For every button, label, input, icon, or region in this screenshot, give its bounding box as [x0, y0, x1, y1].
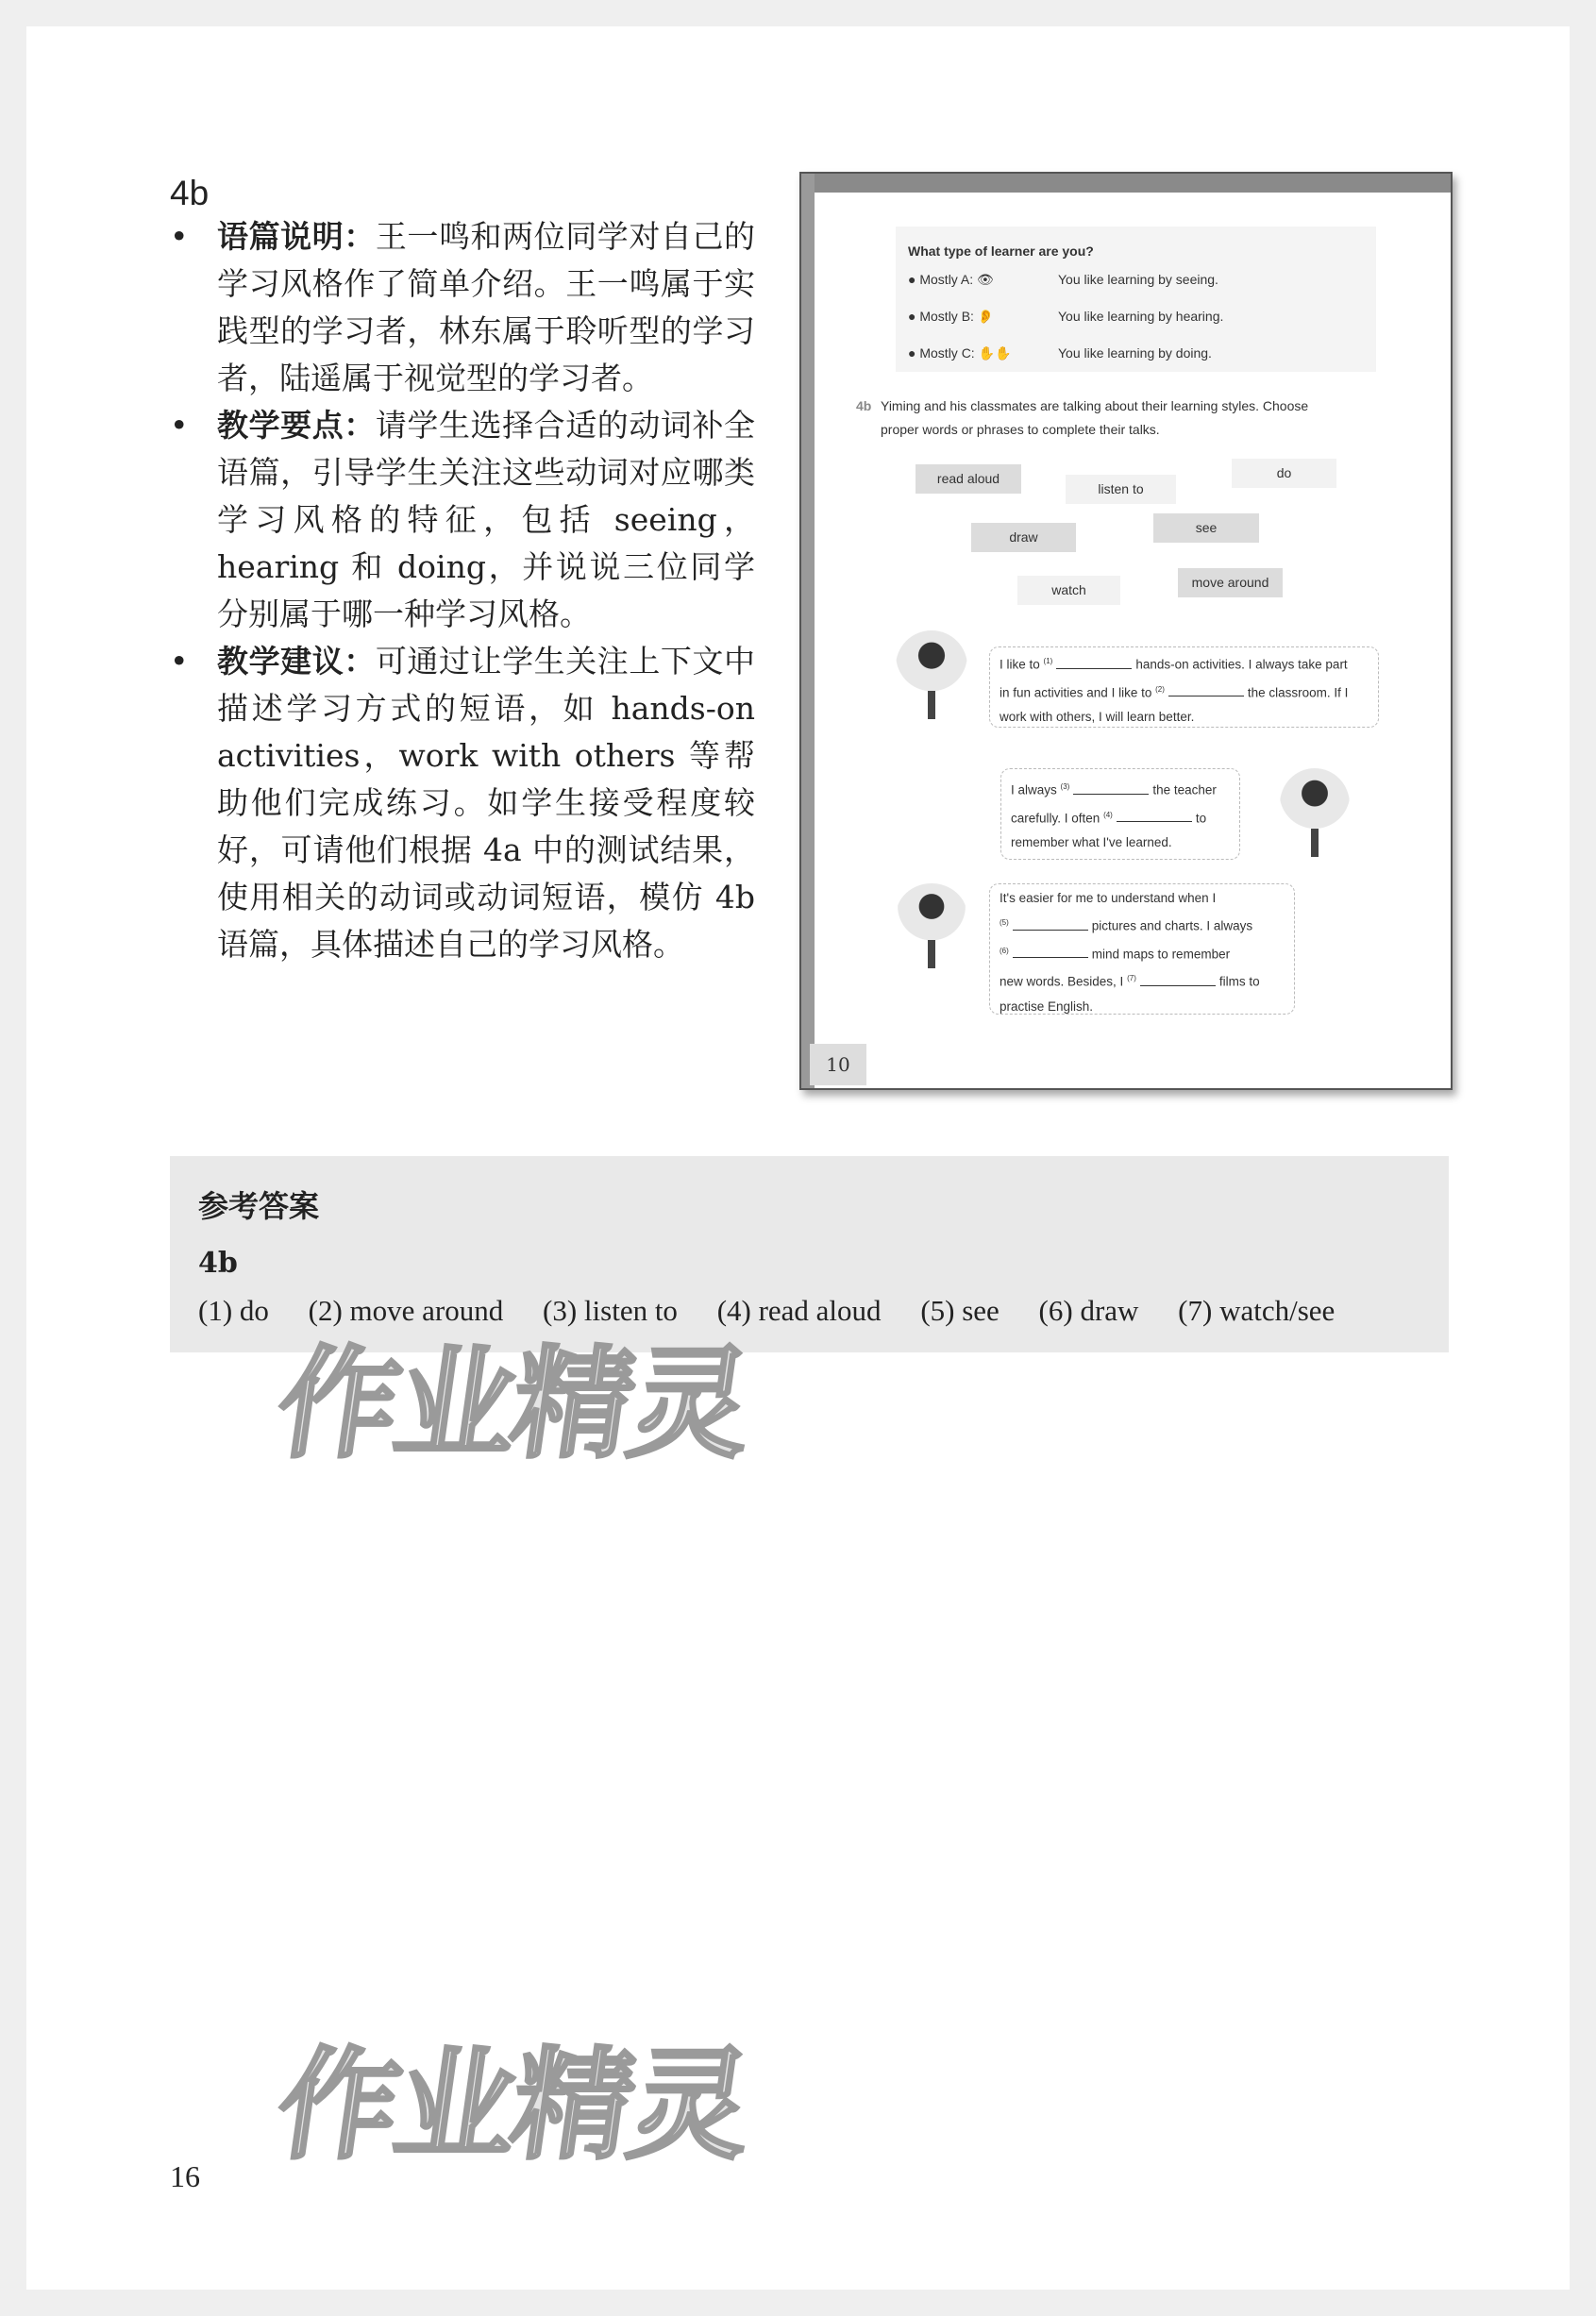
bubble-text: I always — [1011, 782, 1057, 797]
blank — [1056, 668, 1132, 669]
tie-icon — [928, 940, 935, 968]
speech-bubble-2 — [1000, 768, 1240, 860]
page-number: 16 — [170, 2159, 200, 2193]
note-label: 教学要点： — [217, 407, 376, 444]
answer-item: (6) draw — [1038, 1294, 1139, 1327]
section-heading: 4b — [170, 174, 210, 212]
watermark: 作业精灵 — [268, 2036, 757, 2176]
task-instruction: proper words or phrases to complete their talks. — [881, 422, 1160, 437]
scan-edge — [801, 174, 815, 1088]
bubble-text: in fun activities and I like to — [1000, 685, 1152, 699]
tie-icon — [1311, 829, 1319, 857]
blank-number: (7) — [1127, 974, 1136, 982]
bubble-text: carefully. I often — [1011, 811, 1100, 825]
blank — [1073, 794, 1149, 795]
blank-number: (3) — [1060, 782, 1070, 791]
word-chip: read aloud — [916, 464, 1021, 494]
answer-section: 4b — [198, 1247, 238, 1280]
blank-number: (2) — [1155, 684, 1165, 694]
bubble-text: practise English. — [1000, 999, 1094, 1014]
note-key-points: • 教学要点：请学生选择合适的动词补全语篇，引导学生关注这些动词对应哪类学习风格的特征，包括 seeing，hearing 和 doing，并说说三位同学分别属于哪一种学习风格。 — [170, 407, 755, 632]
note-label: 语篇说明： — [217, 218, 376, 255]
bubble-text: the classroom. If I — [1247, 685, 1349, 699]
word-chip: move around — [1178, 568, 1283, 597]
bubble-text: work with others, I will learn better. — [1000, 710, 1195, 724]
speech-bubble-1 — [989, 646, 1379, 728]
bubble-text: to — [1195, 811, 1207, 825]
bubble-text: films to — [1218, 974, 1260, 989]
word-chip: do — [1232, 459, 1336, 488]
word-chip: watch — [1017, 576, 1120, 605]
bubble-text: It's easier for me to understand when I — [1000, 891, 1217, 905]
quiz-row: ● Mostly B: 👂 — [908, 309, 995, 324]
speech-bubble-3 — [989, 883, 1295, 1015]
blank — [1117, 821, 1192, 822]
bubble-text: hands-on activities. I always take part — [1135, 657, 1348, 672]
quiz-label: Mostly B: — [919, 309, 974, 324]
quiz-title: What type of learner are you? — [908, 243, 1094, 259]
bubble-text: I like to — [1000, 657, 1040, 672]
blank — [1013, 957, 1088, 958]
blank-number: (4) — [1103, 810, 1113, 819]
task-instruction: Yiming and his classmates are talking about their learning styles. Choose — [881, 398, 1309, 413]
note-text: 王一鸣和两位同学对自己的学习风格作了简单介绍。王一鸣属于实践型的学习者，林东属于聆听型的学习者，陆遥属于视觉型的学习者。 — [217, 218, 755, 396]
bubble-text: mind maps to remember — [1091, 947, 1231, 961]
task-number: 4b — [856, 398, 872, 413]
quiz-text: You like learning by hearing. — [1058, 309, 1224, 324]
note-label: 教学建议： — [217, 643, 376, 680]
answer-item: (3) listen to — [543, 1294, 678, 1327]
bubble-text: new words. Besides, I — [1000, 974, 1124, 989]
answer-item: (5) see — [920, 1294, 1000, 1327]
answer-key-heading: 参考答案 — [198, 1188, 320, 1224]
quiz-box — [896, 227, 1376, 372]
word-chip: see — [1153, 513, 1259, 543]
tie-icon — [928, 691, 935, 719]
textbook-page-image — [799, 172, 1453, 1090]
hands-icon: ✋✋ — [978, 345, 1012, 361]
textbook-page-number: 10 — [810, 1044, 866, 1085]
quiz-row: ● Mostly C: ✋✋ — [908, 345, 1012, 361]
ear-icon: 👂 — [977, 309, 995, 324]
word-chip: draw — [971, 523, 1076, 552]
bubble-text: pictures and charts. I always — [1091, 918, 1253, 933]
quiz-label: Mostly A: — [919, 272, 974, 287]
answer-item: (7) watch/see — [1178, 1294, 1336, 1327]
quiz-row: ● Mostly A: 👁 — [908, 272, 994, 287]
blank — [1013, 930, 1088, 931]
word-chip: listen to — [1066, 475, 1176, 504]
scan-edge — [801, 174, 1451, 193]
answer-item: (4) read aloud — [716, 1294, 882, 1327]
blank — [1140, 985, 1216, 986]
note-text: 请学生选择合适的动词补全语篇，引导学生关注这些动词对应哪类学习风格的特征，包括 seeing，hearing 和 doing，并说说三位同学分别属于哪一种学习风格。 — [217, 407, 755, 632]
bubble-text: remember what I've learned. — [1011, 835, 1172, 849]
bubble-text: the teacher — [1152, 782, 1217, 797]
teaching-notes — [170, 213, 755, 968]
blank-number: (1) — [1043, 657, 1053, 665]
blank-number: (5) — [1000, 918, 1009, 927]
eye-icon: 👁 — [977, 272, 994, 287]
quiz-label: Mostly C: — [919, 345, 975, 361]
quiz-text: You like learning by doing. — [1058, 345, 1212, 361]
answer-item: (2) move around — [308, 1294, 504, 1327]
note-discourse: • 语篇说明：王一鸣和两位同学对自己的学习风格作了简单介绍。王一鸣属于实践型的学习者，林东属于聆听型的学习者，陆遥属于视觉型的学习者。 — [170, 218, 755, 396]
note-text: 可通过让学生关注上下文中描述学习方式的短语，如 hands-on activities，work with others 等帮助他们完成练习。如学生接受程度较好，可请他们根据 4a 中的测试结果，使用相关的动词或动词短语，模仿 4b 语篇，具体描述自己的学习风格。 — [217, 643, 755, 963]
blank-number: (6) — [1000, 946, 1009, 955]
watermark: 作业精灵 — [268, 1334, 757, 1475]
answer-item: (1) do — [198, 1294, 269, 1327]
quiz-text: You like learning by seeing. — [1058, 272, 1218, 287]
note-suggestions: • 教学建议：可通过让学生关注上下文中描述学习方式的短语，如 hands-on activities，work with others 等帮助他们完成练习。如学生接受程度较好，可请他们根据 4a 中的测试结果，使用相关的动词或动词短语，模仿 4b 语篇，具体描述自己的学习风格。 — [170, 643, 755, 963]
